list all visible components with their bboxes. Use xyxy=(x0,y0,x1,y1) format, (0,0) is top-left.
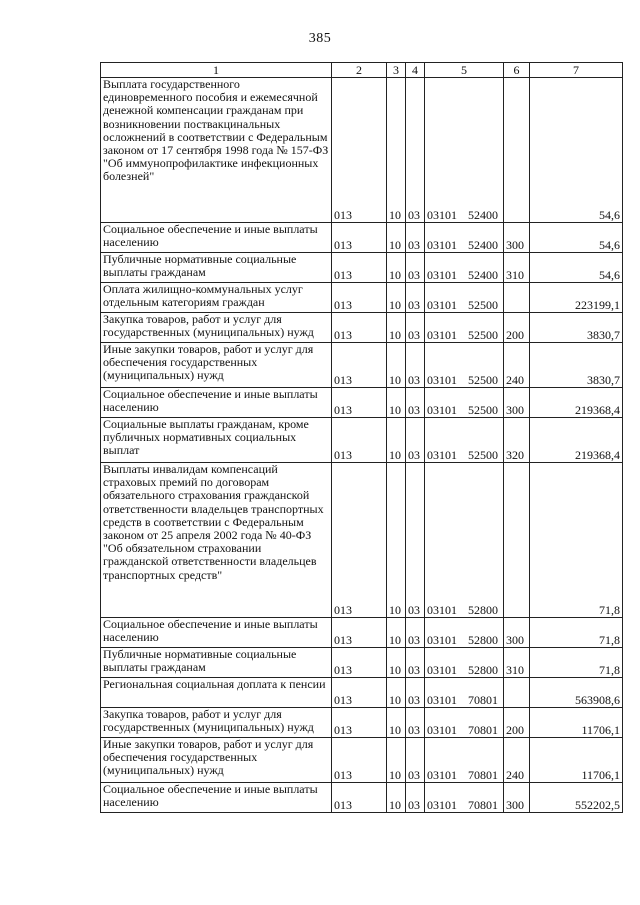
cell-name: Иные закупки товаров, работ и услуг для обеспечения государственных (муниципальных) нужд xyxy=(101,343,332,388)
table-row xyxy=(101,648,623,678)
cell-amount: 54,6 xyxy=(530,78,623,223)
cell-name: Выплата государственного единовременного пособия и ежемесячной денежной компенсации гражданам при возникновении поствакцинальных осложнений в соответствии с Федеральным законом от 17 сентября 1998 года № 157-ФЗ "Об иммунопрофилактике инфекционных болезней" xyxy=(101,78,332,223)
cell-subsection: 03 xyxy=(406,783,425,813)
table-row xyxy=(101,463,623,618)
header-cell-target: 5 xyxy=(425,63,504,78)
cell-section: 10 xyxy=(387,313,406,343)
cell-ministry: 013 xyxy=(332,783,387,813)
cell-type: 300 xyxy=(504,388,530,418)
cell-type: 200 xyxy=(504,708,530,738)
header-cell-amount: 7 xyxy=(530,63,623,78)
cell-target: 03101 70801 xyxy=(425,738,504,783)
cell-section: 10 xyxy=(387,418,406,463)
cell-type xyxy=(504,283,530,313)
table-header xyxy=(101,63,623,78)
cell-subsection: 03 xyxy=(406,738,425,783)
page-number: 385 xyxy=(308,31,332,46)
cell-subsection: 03 xyxy=(406,388,425,418)
cell-amount: 552202,5 xyxy=(530,783,623,813)
cell-amount: 11706,1 xyxy=(530,738,623,783)
cell-target: 03101 70801 xyxy=(425,708,504,738)
cell-amount: 71,8 xyxy=(530,618,623,648)
table-row xyxy=(101,223,623,253)
cell-type: 310 xyxy=(504,648,530,678)
header-cell-ministry: 2 xyxy=(332,63,387,78)
cell-section: 10 xyxy=(387,618,406,648)
cell-amount: 71,8 xyxy=(530,648,623,678)
table-row xyxy=(101,283,623,313)
header-cell-section: 3 xyxy=(387,63,406,78)
cell-target: 03101 52500 xyxy=(425,343,504,388)
cell-ministry: 013 xyxy=(332,388,387,418)
cell-subsection: 03 xyxy=(406,463,425,618)
table-row xyxy=(101,783,623,813)
cell-section: 10 xyxy=(387,708,406,738)
table-row xyxy=(101,388,623,418)
cell-target: 03101 70801 xyxy=(425,678,504,708)
cell-subsection: 03 xyxy=(406,78,425,223)
cell-ministry: 013 xyxy=(332,738,387,783)
cell-amount: 223199,1 xyxy=(530,283,623,313)
cell-section: 10 xyxy=(387,648,406,678)
table-body xyxy=(101,78,623,813)
cell-name: Иные закупки товаров, работ и услуг для обеспечения государственных (муниципальных) нужд xyxy=(101,738,332,783)
cell-target: 03101 52500 xyxy=(425,283,504,313)
cell-section: 10 xyxy=(387,388,406,418)
cell-amount: 219368,4 xyxy=(530,388,623,418)
cell-name: Региональная социальная доплата к пенсии xyxy=(101,678,332,708)
cell-section: 10 xyxy=(387,283,406,313)
table-row xyxy=(101,313,623,343)
cell-name: Социальное обеспечение и иные выплаты населению xyxy=(101,388,332,418)
cell-section: 10 xyxy=(387,738,406,783)
cell-name: Публичные нормативные социальные выплаты гражданам xyxy=(101,648,332,678)
cell-section: 10 xyxy=(387,463,406,618)
cell-name: Закупка товаров, работ и услуг для государственных (муниципальных) нужд xyxy=(101,708,332,738)
cell-type: 240 xyxy=(504,738,530,783)
cell-section: 10 xyxy=(387,253,406,283)
cell-amount: 3830,7 xyxy=(530,343,623,388)
cell-subsection: 03 xyxy=(406,708,425,738)
cell-ministry: 013 xyxy=(332,343,387,388)
cell-type: 320 xyxy=(504,418,530,463)
cell-ministry: 013 xyxy=(332,708,387,738)
cell-ministry: 013 xyxy=(332,418,387,463)
cell-amount: 563908,6 xyxy=(530,678,623,708)
table-row xyxy=(101,618,623,648)
cell-target: 03101 52400 xyxy=(425,78,504,223)
budget-table xyxy=(100,62,623,813)
cell-amount: 71,8 xyxy=(530,463,623,618)
cell-ministry: 013 xyxy=(332,648,387,678)
header-cell-subsection: 4 xyxy=(406,63,425,78)
cell-amount: 219368,4 xyxy=(530,418,623,463)
cell-type xyxy=(504,463,530,618)
table-row xyxy=(101,738,623,783)
cell-type xyxy=(504,78,530,223)
cell-subsection: 03 xyxy=(406,313,425,343)
cell-name: Социальное обеспечение и иные выплаты населению xyxy=(101,223,332,253)
header-cell-type: 6 xyxy=(504,63,530,78)
cell-ministry: 013 xyxy=(332,223,387,253)
cell-ministry: 013 xyxy=(332,678,387,708)
cell-amount: 3830,7 xyxy=(530,313,623,343)
cell-target: 03101 52400 xyxy=(425,253,504,283)
cell-type: 240 xyxy=(504,343,530,388)
cell-type: 300 xyxy=(504,783,530,813)
cell-target: 03101 52800 xyxy=(425,648,504,678)
cell-section: 10 xyxy=(387,78,406,223)
cell-subsection: 03 xyxy=(406,678,425,708)
cell-target: 03101 52800 xyxy=(425,463,504,618)
cell-subsection: 03 xyxy=(406,418,425,463)
cell-type xyxy=(504,678,530,708)
cell-subsection: 03 xyxy=(406,343,425,388)
cell-type: 310 xyxy=(504,253,530,283)
cell-type: 300 xyxy=(504,223,530,253)
cell-subsection: 03 xyxy=(406,618,425,648)
cell-name: Выплаты инвалидам компенсаций страховых премий по договорам обязательного страхования гражданской ответственности владельцев транспортных средств в соответствии с Федеральным законом от 25 апреля 2002 года № 40-ФЗ "Об обязательном страховании гражданской ответственности владельцев транспортных средств" xyxy=(101,463,332,618)
cell-name: Социальные выплаты гражданам, кроме публичных нормативных социальных выплат xyxy=(101,418,332,463)
cell-type: 300 xyxy=(504,618,530,648)
table-row xyxy=(101,253,623,283)
cell-section: 10 xyxy=(387,678,406,708)
cell-name: Оплата жилищно-коммунальных услуг отдельным категориям граждан xyxy=(101,283,332,313)
cell-subsection: 03 xyxy=(406,223,425,253)
cell-ministry: 013 xyxy=(332,78,387,223)
table-row xyxy=(101,343,623,388)
cell-section: 10 xyxy=(387,223,406,253)
table-row xyxy=(101,678,623,708)
cell-section: 10 xyxy=(387,783,406,813)
cell-target: 03101 52400 xyxy=(425,223,504,253)
cell-name: Закупка товаров, работ и услуг для государственных (муниципальных) нужд xyxy=(101,313,332,343)
cell-amount: 54,6 xyxy=(530,253,623,283)
cell-target: 03101 52500 xyxy=(425,388,504,418)
cell-ministry: 013 xyxy=(332,253,387,283)
cell-type: 200 xyxy=(504,313,530,343)
cell-target: 03101 52500 xyxy=(425,418,504,463)
cell-ministry: 013 xyxy=(332,313,387,343)
cell-target: 03101 52800 xyxy=(425,618,504,648)
cell-target: 03101 52500 xyxy=(425,313,504,343)
cell-target: 03101 70801 xyxy=(425,783,504,813)
table-row xyxy=(101,78,623,223)
cell-ministry: 013 xyxy=(332,618,387,648)
table-row xyxy=(101,708,623,738)
table-row xyxy=(101,418,623,463)
cell-subsection: 03 xyxy=(406,253,425,283)
cell-name: Социальное обеспечение и иные выплаты населению xyxy=(101,618,332,648)
cell-section: 10 xyxy=(387,343,406,388)
cell-ministry: 013 xyxy=(332,463,387,618)
cell-subsection: 03 xyxy=(406,648,425,678)
cell-name: Публичные нормативные социальные выплаты гражданам xyxy=(101,253,332,283)
header-row xyxy=(101,63,623,78)
cell-subsection: 03 xyxy=(406,283,425,313)
cell-amount: 54,6 xyxy=(530,223,623,253)
cell-ministry: 013 xyxy=(332,283,387,313)
cell-amount: 11706,1 xyxy=(530,708,623,738)
header-cell-name: 1 xyxy=(101,63,332,78)
cell-name: Социальное обеспечение и иные выплаты населению xyxy=(101,783,332,813)
